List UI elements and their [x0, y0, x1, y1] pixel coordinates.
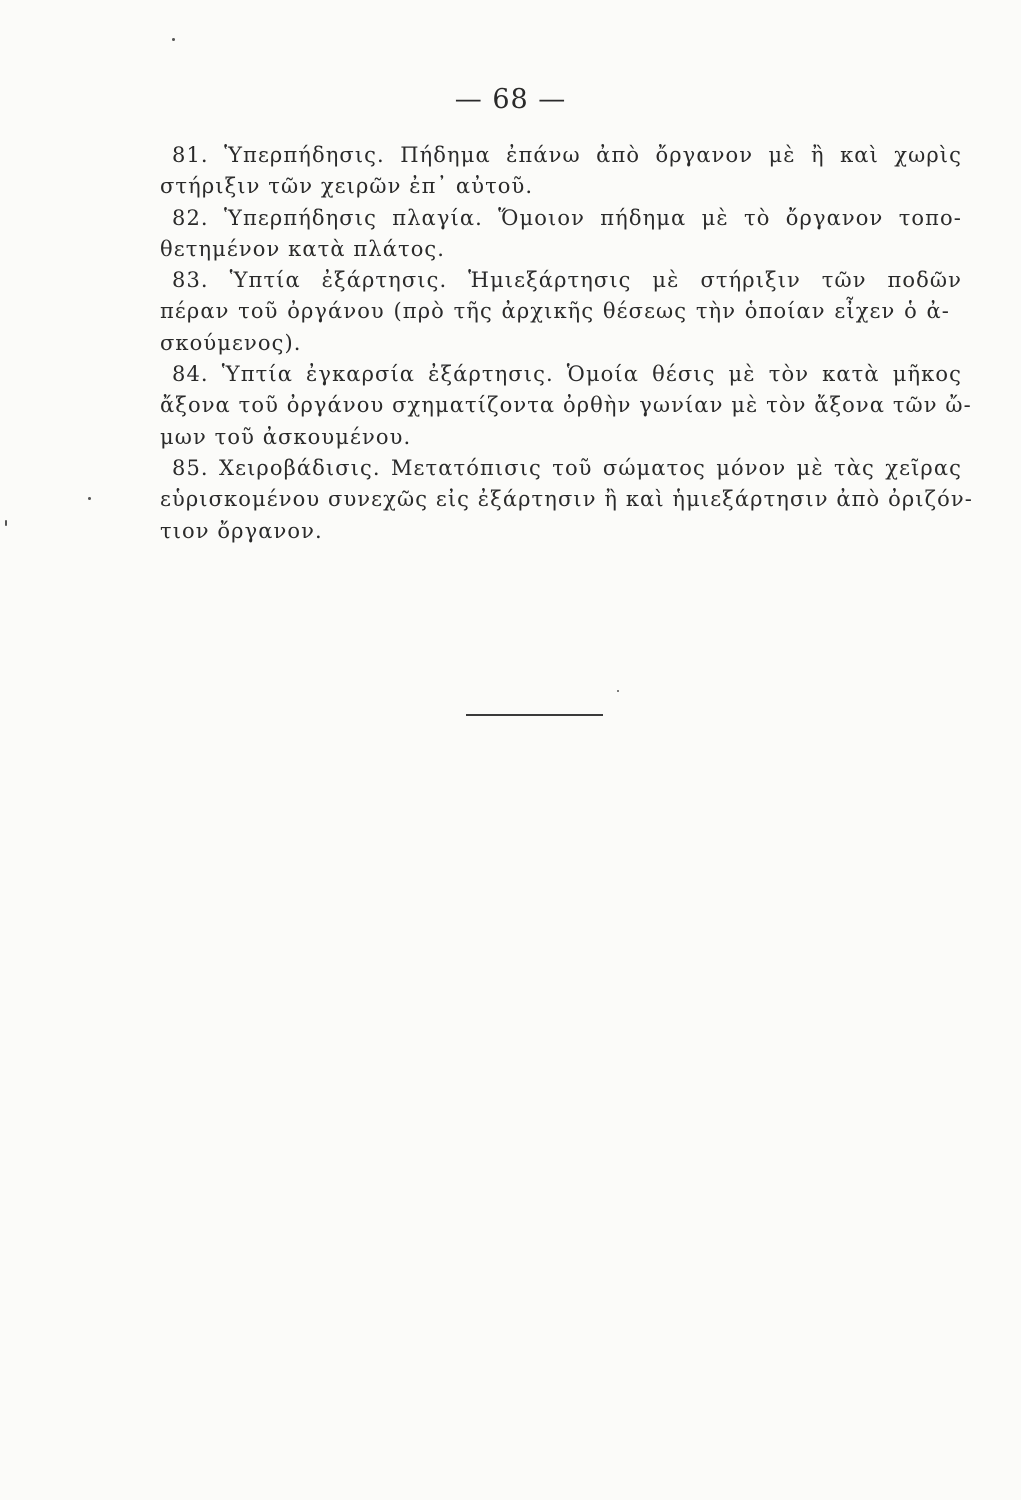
- section-divider: [466, 714, 603, 716]
- entry-81-line-1: 81. Ὑπερπήδησις. Πήδημα ἐπάνω ἀπὸ ὄργανον μὲ ἢ καὶ χωρὶς: [172, 143, 962, 167]
- paper-speck: [88, 497, 91, 500]
- paper-speck: [5, 520, 7, 526]
- entry-85-line-2: εὑρισκομένου συνεχῶς εἰς ἐξάρτησιν ἢ καὶ ἡμιεξάρτησιν ἀπὸ ὀριζόν-: [160, 487, 973, 512]
- paper-speck: [172, 38, 175, 41]
- entry-81-line-2: στήριξιν τῶν χειρῶν ἐπ᾿ αὐτοῦ.: [160, 174, 534, 199]
- entry-84-line-1: 84. Ὑπτία ἐγκαρσία ἐξάρτησις. Ὁμοία θέσις μὲ τὸν κατὰ μῆκος: [172, 362, 962, 387]
- entry-84-line-2: ἄξονα τοῦ ὀργάνου σχηματίζοντα ὀρθὴν γωνίαν μὲ τὸν ἄξονα τῶν ὤ-: [160, 393, 972, 418]
- paper-speck: [617, 690, 619, 692]
- page-number: — 68 —: [454, 84, 567, 115]
- entry-85-line-1: 85. Χειροβάδισις. Μετατόπισις τοῦ σώματος μόνον μὲ τὰς χεῖρας: [172, 455, 962, 480]
- exercise-definitions: [160, 140, 973, 547]
- entry-82-line-2: θετημένον κατὰ πλάτος.: [160, 236, 446, 261]
- entry-83-line-2: πέραν τοῦ ὀργάνου (πρὸ τῆς ἀρχικῆς θέσεως τὴν ὁποίαν εἶχεν ὁ ἀ-: [160, 299, 950, 324]
- entry-82-line-1: 82. Ὑπερπήδησις πλαγία. Ὅμοιον πήδημα μὲ τὸ ὄργανον τοπο-: [172, 205, 962, 230]
- entry-83-line-1: 83. Ὑπτία ἐξάρτησις. Ἡμιεξάρτησις μὲ στήριξιν τῶν ποδῶν: [172, 268, 962, 293]
- entry-84-line-3: μων τοῦ ἀσκουμένου.: [160, 424, 412, 449]
- entry-83-line-3: σκούμενος).: [160, 330, 302, 355]
- entry-85-line-3: τιον ὄργανον.: [160, 518, 323, 543]
